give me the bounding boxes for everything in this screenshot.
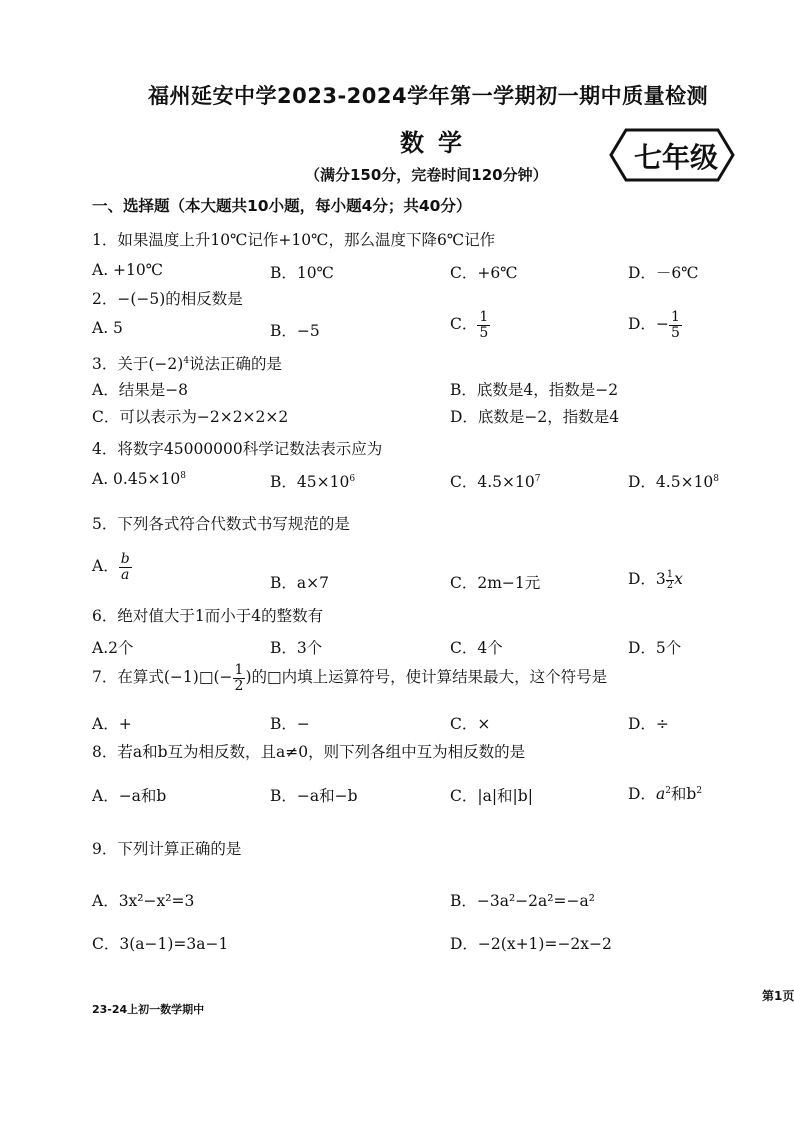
question-2-option-a: A. 5 <box>92 319 123 337</box>
question-4-option-c <box>450 470 540 492</box>
fraction-numerator: 1 <box>670 309 680 325</box>
question-5-option-d <box>628 567 683 591</box>
stem-text: 说法正确的是 <box>189 355 283 373</box>
question-1-option-a: A. +10℃ <box>92 261 164 279</box>
question-6-stem: 6．绝对值大于1而小于4的整数有 <box>92 607 324 625</box>
question-7-option-d: D．÷ <box>628 715 669 733</box>
grade-badge <box>608 126 736 184</box>
option-text: B．45×10 <box>270 473 350 491</box>
fraction-denominator: 5 <box>479 324 489 341</box>
question-9-option-a: A．3x²−x²=3 <box>92 892 195 910</box>
question-5-option-a <box>92 552 132 582</box>
question-2-option-d <box>628 310 682 340</box>
question-5-stem: 5．下列各式符合代数式书写规范的是 <box>92 515 350 533</box>
question-7-option-a: A．+ <box>92 715 132 733</box>
option-text: A. 0.45×10 <box>92 470 181 488</box>
fraction-denominator: 2 <box>666 579 674 591</box>
question-3-option-a: A．结果是−8 <box>92 381 189 399</box>
fraction-denominator: 2 <box>234 677 244 694</box>
exponent: 8 <box>180 470 187 481</box>
option-label: A． <box>92 557 119 576</box>
subject-title: 数学 <box>400 129 476 157</box>
question-4-option-b <box>270 470 355 492</box>
exponent: 8 <box>713 473 720 484</box>
question-3-stem <box>92 352 282 374</box>
option-label: D． <box>628 785 656 803</box>
option-label: D．3 <box>628 570 666 588</box>
question-8-option-c: C．|a|和|b| <box>450 787 533 805</box>
question-3-option-d: D．底数是−2，指数是4 <box>450 408 620 426</box>
question-8-option-a: A．−a和b <box>92 787 167 805</box>
fraction-numerator: 1 <box>479 309 489 325</box>
question-8-option-b: B．−a和−b <box>270 787 358 805</box>
question-9-option-d: D．−2(x+1)=−2x−2 <box>450 935 612 953</box>
question-5-option-b: B．a×7 <box>270 574 329 592</box>
fraction <box>477 310 490 340</box>
question-3-option-b: B．底数是4，指数是−2 <box>450 381 619 399</box>
blank-box: □ <box>198 668 214 687</box>
exam-meta: （满分150分，完卷时间120分钟） <box>305 166 548 184</box>
section-heading: 一、选择题（本大题共10小题，每小题4分；共40分） <box>92 197 472 215</box>
question-7-option-c: C．× <box>450 715 491 733</box>
stem-text: )的□内填上运算符号，使计算结果最大，这个符号是 <box>245 668 608 687</box>
exponent: 2 <box>696 785 703 796</box>
question-3-option-c: C．可以表示为−2×2×2×2 <box>92 408 289 426</box>
variable: x <box>674 570 683 588</box>
question-8-option-d <box>628 782 702 804</box>
question-2-stem: 2．−(−5)的相反数是 <box>92 290 243 308</box>
question-9-option-b: B．−3a²−2a²=−a² <box>450 892 595 910</box>
question-5-option-c: C．2m−1元 <box>450 574 541 592</box>
question-6-option-c: C．4个 <box>450 639 503 657</box>
option-label: D． <box>628 315 656 334</box>
fraction <box>669 310 682 340</box>
exponent: 6 <box>349 473 356 484</box>
variable: a <box>655 785 666 803</box>
question-1-option-c: C．+6℃ <box>450 264 518 282</box>
question-4-stem: 4．将数字45000000科学记数法表示应为 <box>92 440 383 458</box>
exponent: 7 <box>534 473 541 484</box>
question-1-option-b: B．10℃ <box>270 264 334 282</box>
question-8-stem: 8．若a和b互为相反数，且a≠0，则下列各组中互为相反数的是 <box>92 743 526 761</box>
option-text: C．4.5×10 <box>450 473 535 491</box>
question-7-stem <box>92 663 607 693</box>
option-text: D．4.5×10 <box>628 473 714 491</box>
exam-title: 福州延安中学2023-2024学年第一学期初一期中质量检测 <box>148 84 709 108</box>
question-7-option-b: B．− <box>270 715 310 733</box>
footer-course-label: 23-24上初一数学期中 <box>92 1003 205 1016</box>
fraction <box>119 552 132 582</box>
fraction <box>666 570 674 591</box>
question-2-option-c <box>450 310 490 340</box>
exponent: 2 <box>665 785 671 796</box>
fraction <box>233 663 246 693</box>
stem-text: (− <box>213 668 233 687</box>
question-2-option-b: B．−5 <box>270 322 320 340</box>
question-4-option-d <box>628 470 719 492</box>
question-1-stem: 1．如果温度上升10℃记作+10℃，那么温度下降6℃记作 <box>92 231 496 249</box>
fraction-numerator: 1 <box>666 568 674 580</box>
fraction-numerator: 1 <box>234 662 244 678</box>
question-9-stem: 9．下列计算正确的是 <box>92 840 242 858</box>
option-label: C． <box>450 315 478 334</box>
fraction-numerator: b <box>120 551 130 567</box>
question-6-option-d: D．5个 <box>628 639 682 657</box>
question-9-option-c: C．3(a−1)=3a−1 <box>92 935 229 953</box>
question-4-option-a <box>92 470 186 488</box>
exponent: 4 <box>183 355 190 366</box>
minus-sign: − <box>655 315 669 334</box>
fraction-denominator: 5 <box>670 324 680 341</box>
option-text: 和b <box>670 785 697 803</box>
grade-badge-label: 七年级 <box>634 141 719 174</box>
question-6-option-a: A.2个 <box>92 639 134 657</box>
fraction-denominator: a <box>121 566 130 583</box>
question-1-option-d: D．－6℃ <box>628 264 699 282</box>
stem-text: 3．关于(−2) <box>92 355 184 373</box>
stem-text: 7．在算式(−1) <box>92 668 199 687</box>
footer-page-number: 第1页 <box>762 989 794 1003</box>
question-6-option-b: B．3个 <box>270 639 323 657</box>
